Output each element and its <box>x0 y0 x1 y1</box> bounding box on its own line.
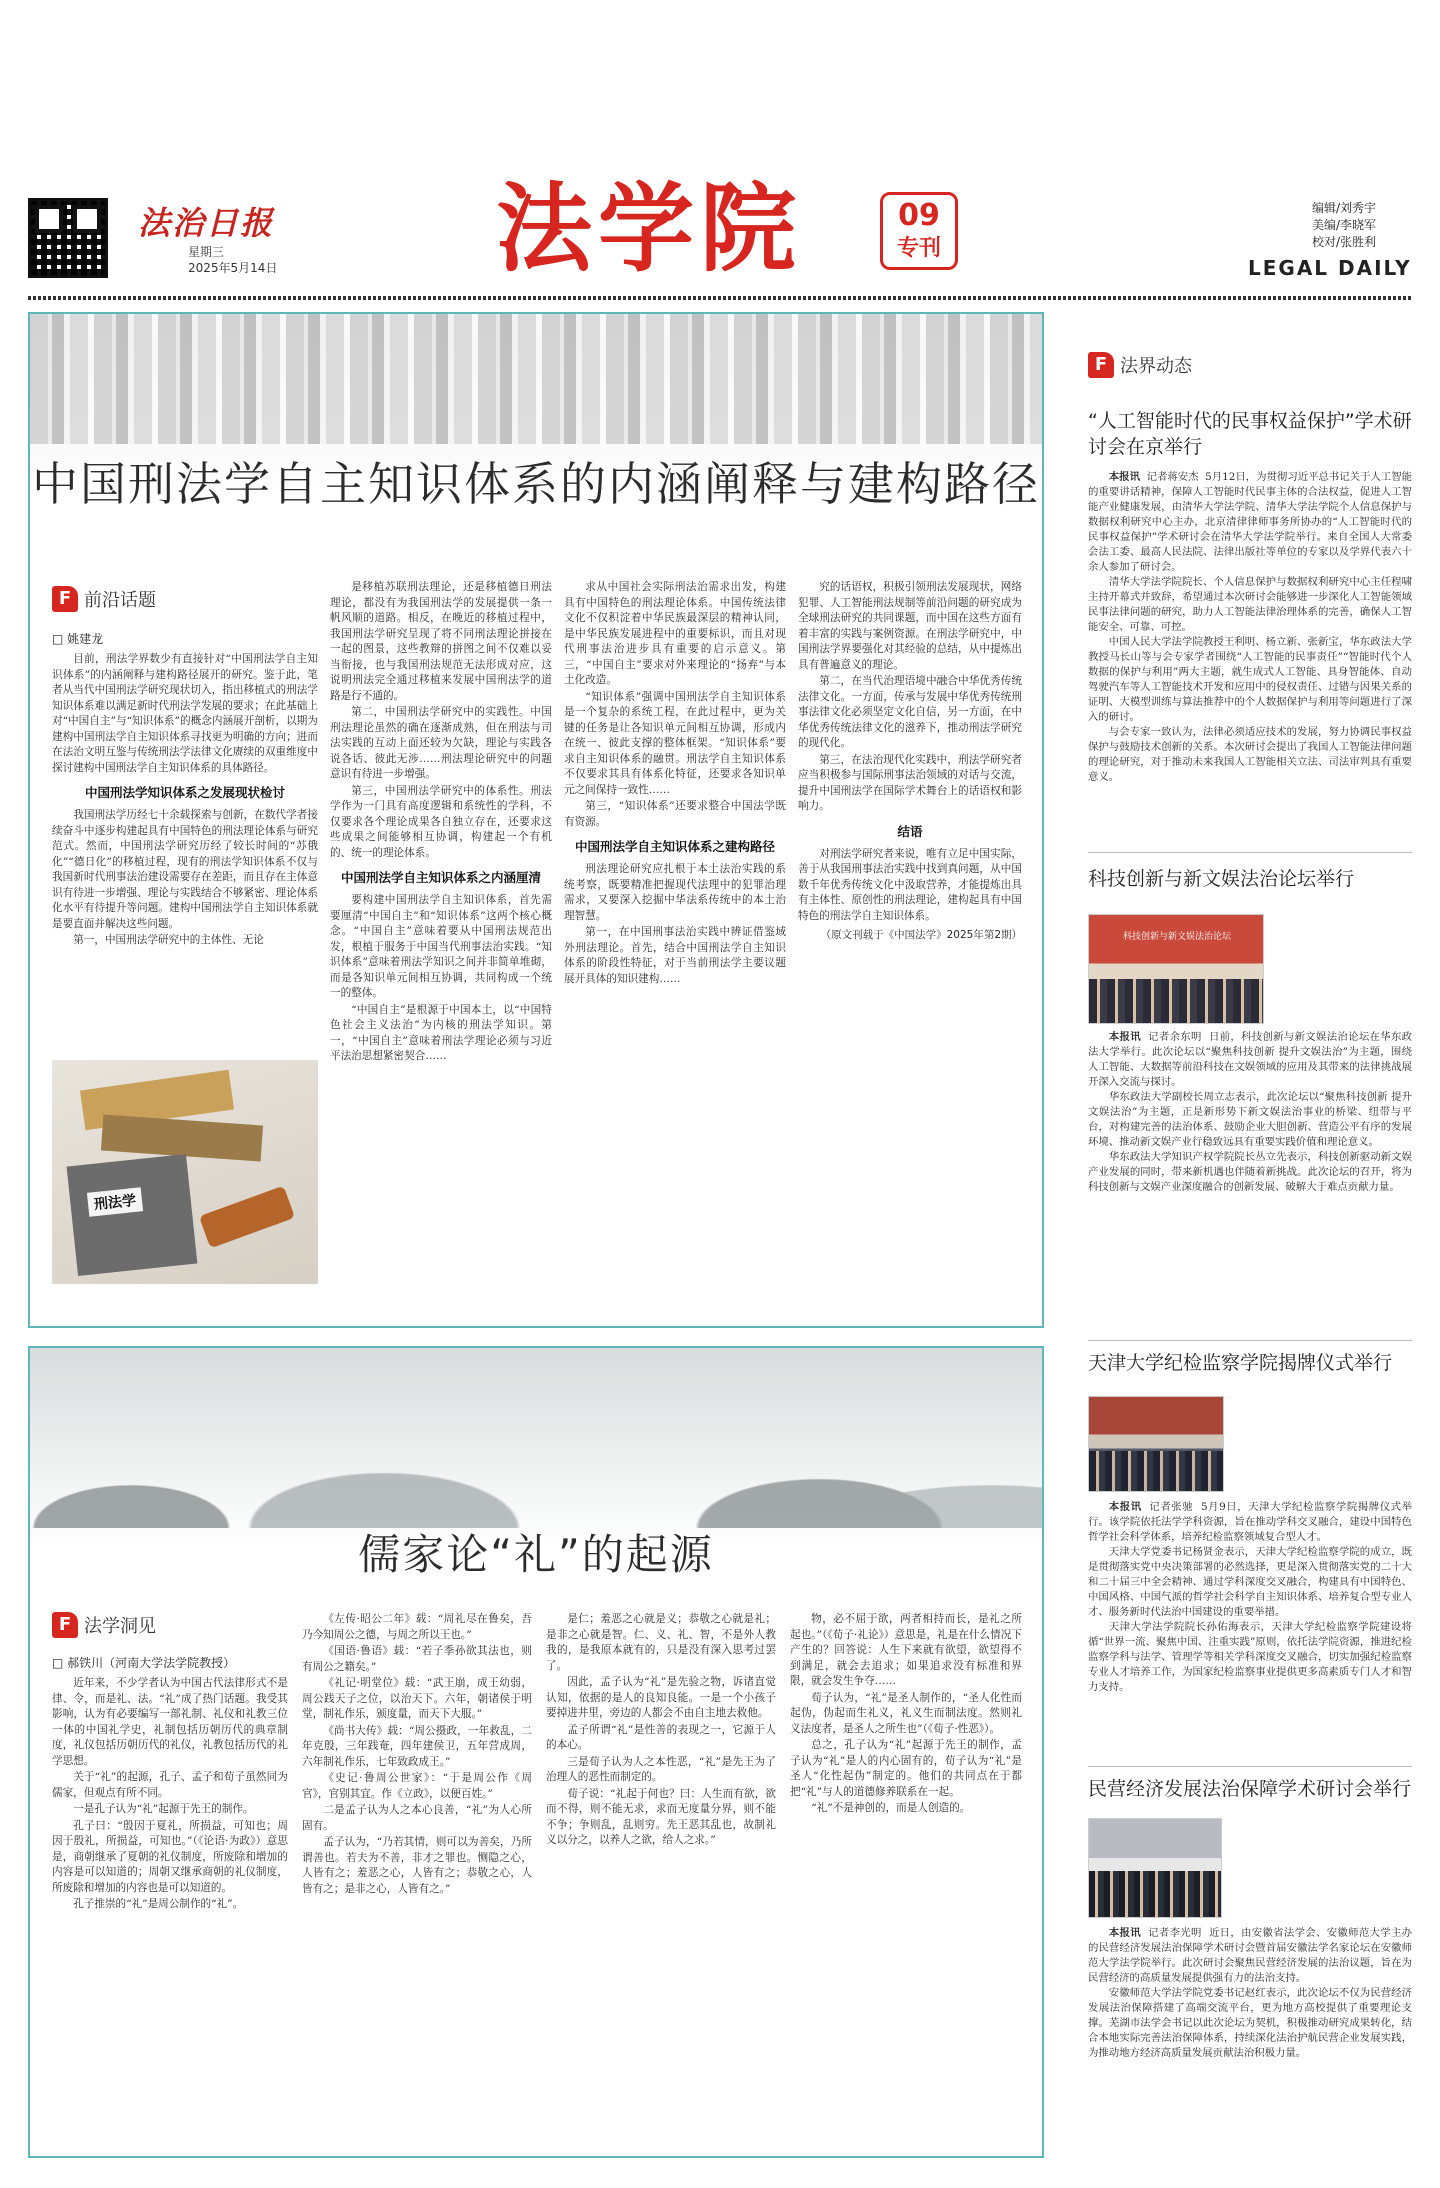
text-column-3 <box>564 580 786 1310</box>
paragraph-text: 5月12日，为贯彻习近平总书记关于人工智能的重要讲话精神，保障人工智能时代民事主体的合法权益，促进人工智能产业健康发展，由清华大学法学院、清华大学法学院个人信息保护与数据权利研究中心主办，北京清律律师事务所协办的“人工智能时代的民事权益保护”学术研讨会在清华大学法学院举行。来自全国人大常委会法工委、最高人民法院、法律出版社等单位的专家以及学界代表六十余人参加了研讨会。 <box>1088 471 1413 573</box>
sidebar-column-tag <box>1088 352 1192 378</box>
paragraph: 安徽师范大学法学院党委书记赵红表示，此次论坛不仅为民营经济发展法治保障搭建了高端交流平台，更为地方高校提供了重要理论支撑。芜湖市法学会书记以此次论坛为契机，积极推动研究成果转化，结合本地实际完善法治保障体系，持续深化法治护航民营企业发展实践，为推动地方经济高质量发展贡献法治积极力量。 <box>1088 1987 1412 2059</box>
text-column-1 <box>52 1676 288 2146</box>
books-illustration <box>30 314 1042 444</box>
reporter: 记者李光明 <box>1148 1927 1202 1939</box>
paragraph: 总之，孔子认为“礼”起源于先王的制作，孟子认为“礼”是人的内心固有的，荀子认为“礼”是圣人“化性起伪”制定的。他们的共同点在于都把“礼”与人的道德修养联系在一起。 <box>790 1739 1022 1798</box>
paragraph: 要构建中国刑法学自主知识体系，首先需要厘清“中国自主”和“知识体系”这两个核心概念。“中国自主”意味着要从中国刑法规范出发，根植于服务于中国当代刑事法治实践。“知识体系”意味着刑法学知识之间并非简单堆砌，而是各知识单元间相互协调，共同构成一个统一的整体。 <box>330 894 552 999</box>
editors-list <box>1312 200 1376 251</box>
paragraph <box>1088 1500 1412 1545</box>
people-shape <box>1089 1871 1221 1917</box>
news-headline[interactable]: “人工智能时代的民事权益保护”学术研讨会在京举行 <box>1088 410 1412 458</box>
paragraph: 目前，刑法学界数少有直接针对“中国刑法学自主知识体系”的内涵阐释与建构路径展开的研究。鉴于此，笔者从当代中国刑法学研究现状切入，指出移植式的刑法学知识体系难以满足新时代刑法学发展的要求；在此基础上对“中国自主”与“知识体系”的概念内涵展开剖析，以期为建构中国刑法学自主知识体系寻找更为明确的方向；进而在法治文明互鉴与传统刑法学法律文化赓续的双重维度中探讨建构中国刑法学自主知识体系的具体路径。 <box>52 653 318 774</box>
audience-shape <box>1089 979 1263 1023</box>
photo-banner-text: 科技创新与新文娱法治论坛 <box>1122 932 1231 942</box>
news3-body <box>1088 1500 1412 1760</box>
paragraph: 究的话语权，积极引领刑法发展现状，网络犯罪、人工智能刑法规制等前沿问题的研究成为全球刑法研究的共同课题，而中国在这些方面有着丰富的实践与案例资源。在刑法学研究中，中国刑法学界要强化对其经验的总结，从中提炼出具有普遍意义的理论。 <box>798 581 1022 671</box>
illustration-label: 刑法学 <box>87 1187 143 1217</box>
paragraph: “礼”不是神创的，而是人创造的。 <box>811 1802 971 1814</box>
seminar-photo <box>1088 1818 1222 1918</box>
paragraph: 对刑法学研究者来说，唯有立足中国实际，善于从我国刑事法治实践中找到真问题，从中国数千年优秀传统文化中汲取营养，才能提炼出具有主体性、原创性的刑法理论，建构起具有中国特色的刑法学自主知识体系。 <box>798 847 1022 922</box>
paragraph: 二是孟子认为人之本心良善，“礼”为人心所固有。 <box>302 1804 532 1832</box>
text-column-4 <box>798 580 1022 1310</box>
news1-body <box>1088 470 1413 783</box>
paragraph: 第一，中国刑法学研究中的主体性、无论 <box>73 934 264 946</box>
ceremony-photo <box>1088 1396 1224 1492</box>
text-column-2 <box>302 1612 532 2146</box>
paragraph: 清华大学法学院院长、个人信息保护与数据权利研究中心主任程啸主持开幕式并致辞，希望通过本次研讨会能够进一步深化人工智能领域民事法律问题的研究，助力人工智能法律治理体系的完善，确保人工智能安全、可靠、可控。 <box>1088 576 1412 633</box>
subheading: 中国刑法学自主知识体系之建构路径 <box>574 839 775 854</box>
paragraph: 《国语·鲁语》载：“若子季孙欲其法也，则有周公之籍矣。” <box>302 1645 532 1673</box>
paragraph-text: 日前，科技创新与新文娱法治论坛在华东政法大学举行。此次论坛以“聚焦科技创新 提升文娱法治”为主题，围绕人工智能、大数据等前沿科技在文娱领域的应用及其带来的法律挑战展开深入交流与探讨。 <box>1088 1031 1413 1088</box>
news-headline[interactable]: 科技创新与新文娱法治论坛举行 <box>1088 868 1355 890</box>
editor-line: 校对/张胜利 <box>1312 235 1377 249</box>
paragraph: 一是孔子认为“礼”起源于先王的制作。 <box>73 1803 254 1815</box>
issue-date <box>188 244 277 276</box>
paragraph: 孟子所谓“礼”是性善的表现之一，它源于人的本心。 <box>546 1723 776 1751</box>
paragraph: 孔子曰：“殷因于夏礼，所损益，可知也；周因于殷礼，所损益，可知也。”（《论语·为政》）意思是，商朝继承了夏朝的礼仪制度，所废除和增加的内容是可以知道的；周朝又继承商朝的礼仪制度，所废除和增加的内容也是可以知道的。 <box>52 1819 288 1894</box>
editor-line: 美编/李晓军 <box>1312 218 1377 232</box>
paragraph: 天津大学党委书记杨贤金表示，天津大学纪检监察学院的成立，既是贯彻落实党中央决策部署的必然选择，更是深入贯彻落实党的二十大和二十届三中全会精神、通过学科深度交叉融合，构建具有中国特色、中国风格、中国气派的哲学社会科学自主知识体系、培养复合型专业人才、服务新时代法治中国建设的重要举措。 <box>1088 1546 1412 1618</box>
paragraph <box>1088 470 1412 575</box>
paragraph: 与会专家一致认为，法律必须适应技术的发展，努力协调民事权益保护与鼓励技术创新的关系。本次研讨会提出了我国人工智能法律问题的理论研究，对于推动未来我国人工智能相关立法、司法审判具有重要意义。 <box>1088 726 1412 783</box>
column-f-icon: F <box>52 1612 78 1638</box>
paragraph: 第二，在当代治理语境中融合中华优秀传统法律文化。一方面，传承与发展中华优秀传统刑事法律文化必须坚定文化自信，另一方面，在中华优秀传统法律文化的滋养下，推动刑法学研究的现代化。 <box>798 675 1022 749</box>
paragraph: 三是荀子认为人之本性恶，“礼”是先王为了治理人的恶性而制定的。 <box>546 1755 776 1783</box>
paragraph: 华东政法大学副校长周立志表示，此次论坛以“聚焦科技创新 提升文娱法治”为主题，正是新形势下新文娱法治事业的桥梁、纽带与平台，对构建完善的法治体系、鼓励企业大胆创新、营造公平有序的发展环境、推动新文娱产业行稳致远具有重要实践价值和理论意义。 <box>1088 1091 1412 1148</box>
landscape-illustration <box>30 1408 1042 1528</box>
editor-line: 编辑/刘秀宇 <box>1312 201 1377 215</box>
article-confucian-li <box>28 1346 1044 2158</box>
text-column-4 <box>790 1612 1022 2146</box>
subheading: 中国刑法学知识体系之发展现状检讨 <box>84 785 285 800</box>
paragraph: 天津大学法学院院长孙佑海表示，天津大学纪检监察学院建设将循“世界一流、聚焦中国、注重实践”原则，依托法学院资源，推进纪检监察学科与法学、管理学等相关学科深度交叉融合，切实加强纪检监察专业人才培养工作，为国家纪检监察事业提供更多高素质专门人才和智力支持。 <box>1088 1621 1412 1693</box>
paragraph: 第三，中国刑法学研究中的体系性。刑法学作为一门具有高度逻辑和系统性的学科，不仅要求各个理论成果各自独立存在，还要求这些成果之间能够相互协调，构建起一个有机的、统一的理论体系。 <box>330 784 552 859</box>
byline: 本报讯 <box>1108 1927 1141 1939</box>
news4-title[interactable] <box>1088 1776 1412 1802</box>
byline: 本报讯 <box>1108 1501 1142 1513</box>
author-byline: □ 姚建龙 <box>52 632 104 646</box>
paragraph: 荀子说：“礼起于何也？曰：人生而有欲，欲而不得，则不能无求，求而无度量分界，则不能不争；争则乱，乱则穷。先王恶其乱也，故制礼义以分之，以养人之欲，给人之求。” <box>546 1787 776 1846</box>
paragraph: 是仁；羞恶之心就是义；恭敬之心就是礼；是非之心就是智。仁、义、礼、智，不是外人教我的，是我原本就有的，只是没有深入思考过罢了。 <box>546 1613 776 1672</box>
subheading: 结语 <box>897 823 923 839</box>
paragraph: 华东政法大学知识产权学院院长丛立先表示，科技创新驱动新文娱产业发展的同时，带来新机遇也伴随着新挑战。此次论坛的召开，将为科技创新与文娱产业深度融合的创新发展、破解大于难点贡献力量。 <box>1088 1151 1412 1193</box>
masthead <box>28 170 1412 290</box>
text-column-2 <box>330 580 552 1310</box>
news-headline[interactable]: 民营经济发展法治保障学术研讨会举行 <box>1088 1778 1412 1800</box>
news1-title[interactable] <box>1088 408 1412 460</box>
source-note: （原文刊载于《中国法学》2025年第2期） <box>820 929 1022 941</box>
column-name: 前沿话题 <box>84 590 156 611</box>
paragraph: 刑法理论研究应扎根于本土法治实践的系统考察，既要精准把握现代法理中的犯罪治理需求，又要深入挖掘中华法系传统中的本土治理智慧。 <box>564 863 786 922</box>
paragraph: 是移植苏联刑法理论，还是移植德日刑法理论，都没有为我国刑法学的发展提供一条一帆风顺的道路。相反，在晚近的移植过程中，我国刑法学研究呈现了将不同刑法理论拼接在一起的图景，这些教辩的拼图之间不仅难以妥当衔接，也与我国刑法规范无法形成对应，这说明刑法完全通过移植来发展中国刑法学的道路是行不通的。 <box>330 581 552 702</box>
paragraph: 我国刑法学历经七十余载探索与创新，在数代学者接续奋斗中逐步构建起具有中国特色的刑法理论体系与研究范式。然而，中国刑法学研究历经了较长时间的“苏俄化”“德日化”的移植过程，现有的刑法学知识体系不仅与我国新时代刑事法治建设需要存在差距，而且存在主体意识有待进一步增强、理论与实践结合不够紧密、理论体系化水平有待提升等问题。建构中国刑法学自主知识体系就是要直面并解决这些问题。 <box>52 809 318 930</box>
english-masthead: LEGAL DAILY <box>1248 256 1412 280</box>
weekday: 星期三 <box>188 245 225 259</box>
date: 2025年5月14日 <box>188 261 278 275</box>
text-column-1 <box>52 652 318 1056</box>
author-byline: □ 郝铁川（河南大学法学院教授） <box>52 1656 236 1670</box>
article-headline: 儒家论“礼”的起源 <box>358 1530 714 1579</box>
column-name: 法界动态 <box>1120 356 1192 377</box>
criminal-law-illustration <box>52 1060 318 1284</box>
divider <box>1088 1766 1412 1767</box>
paragraph: 《史记·鲁周公世家》：“于是周公作《周官》，官别其宜。作《立政》，以便百姓。” <box>302 1772 532 1800</box>
paragraph: 孟子认为，“乃若其情，则可以为善矣，乃所谓善也。若夫为不善，非才之罪也。恻隐之心，人皆有之；羞恶之心，人皆有之；恭敬之心，人皆有之；是非之心，人皆有之。” <box>302 1836 532 1895</box>
divider <box>1088 1340 1412 1341</box>
article-headline: 中国刑法学自主知识体系的内涵阐释与建构路径 <box>32 457 1040 511</box>
reporter: 记者余东明 <box>1148 1031 1202 1043</box>
book-shape <box>67 1154 198 1276</box>
paragraph: 物，必不屈于欲，两者相持而长，是礼之所起也。”（《荀子·礼论》）意思是，礼是在什么情况下产生的？回答说：人生下来就有欲望，欲望得不到满足，就会去追求；如果追求没有标准和界限，就会发生争夺…… <box>790 1613 1022 1687</box>
paragraph: 中国人民大学法学院教授王利明、杨立新、张新宝，华东政法大学教授马长山等与会专家学者围绕“人工智能的民事责任”“智能时代个人数据的保护与利用”两大主题，就生成式人工智能、具身智能体、自动驾驶汽车等人工智能技术开发和应用中的侵权责任、过错与因果关系的证明、大模型训练与算法推荐中的个人数据保护与利用等问题进行了深入的研讨。 <box>1088 636 1412 723</box>
page-tag <box>880 192 958 270</box>
paragraph: 第三，在法治现代化实践中，刑法学研究者应当积极参与国际刑事法治领域的对话与交流，提升中国刑法学在国际学术舞台上的话语权和影响力。 <box>798 753 1022 812</box>
column-tag <box>52 586 156 612</box>
byline: 本报讯 <box>1108 1031 1141 1043</box>
paragraph <box>1088 1926 1412 1986</box>
paragraph <box>1088 1030 1412 1090</box>
paragraph: 关于“礼”的起源，孔子、孟子和荀子虽然同为儒家，但观点有所不同。 <box>52 1771 288 1799</box>
page-label: 专刊 <box>896 236 941 261</box>
paragraph: “知识体系”强调中国刑法学自主知识体系是一个复杂的系统工程，在此过程中，更为关键的任务是让各知识单元间相互协调，形成内在统一、彼此支撑的整体框架。“知识体系”要求自主知识体系的融贯。刑法学自主知识体系不仅要求其具有体系化特征，还要求各知识单元之间保持一致性…… <box>564 690 786 796</box>
paragraph: 因此，孟子认为“礼”是先验之物，诉诸直觉认知，依据的是人的良知良能。一是一个小孩子要掉进井里，旁边的人都会不由自主地去救他。 <box>546 1676 776 1719</box>
masthead-divider <box>28 296 1412 300</box>
paragraph-text: 近日，由安徽省法学会、安徽师范大学主办的民营经济发展法治保障学术研讨会暨首届安徽法学名家论坛在安徽师范大学法学院举行。此次研讨会聚焦民营经济发展的法治议题，旨在为民营经济的高质量发展提供强有力的法治支持。 <box>1088 1927 1413 1984</box>
paragraph-text: 5月9日，天津大学纪检监察学院揭牌仪式举行。该学院依托法学学科资源，旨在推动学科交叉融合，建设中国特色哲学社会科学体系，培养纪检监察领域复合型人才。 <box>1088 1501 1413 1543</box>
column-f-icon: F <box>52 586 78 612</box>
qr-code[interactable] <box>28 198 108 278</box>
paragraph: 第三，“知识体系”还要求整合中国法学既有资源。 <box>564 800 786 828</box>
paragraph: 《尚书大传》载：“周公摄政，一年救乱，二年克殷，三年践奄，四年建侯卫，五年营成周，六年制礼作乐，七年致政成王。” <box>302 1724 532 1768</box>
people-shape <box>1089 1451 1223 1491</box>
article-criminal-law <box>28 312 1044 1328</box>
paragraph: 孔子推崇的“礼”是周公制作的“礼”。 <box>73 1898 244 1910</box>
page-number: 09 <box>898 198 940 233</box>
paragraph: 第一，在中国刑事法治实践中辨证借鉴域外刑法理论。首先，结合中国刑法学自主知识体系的阶段性特征，对于当前刑法学主要议题展开具体的知识建构…… <box>564 926 786 985</box>
text-column-3 <box>546 1612 776 2146</box>
divider <box>1088 852 1412 853</box>
column-f-icon: F <box>1088 352 1114 378</box>
column-tag <box>52 1612 156 1638</box>
reporter: 记者张驰 <box>1149 1501 1194 1513</box>
news3-title[interactable] <box>1088 1350 1412 1376</box>
paragraph: 第二，中国刑法学研究中的实践性。中国刑法理论虽然的确在逐渐成熟，但在刑法与司法实践的互动上面还较为欠缺，理论与实践各说各话、彼此无涉……刑法理论研究中的问题意识有待进一步增强。 <box>330 706 552 780</box>
column-name: 法学洞见 <box>84 1616 156 1637</box>
paragraph: 《礼记·明堂位》载：“武王崩，成王幼弱，周公践天子之位，以治天下。六年，朝诸侯于明堂，制礼作乐，颁度量，而天下大服。” <box>302 1677 532 1720</box>
news-headline[interactable]: 天津大学纪检监察学院揭牌仪式举行 <box>1088 1352 1393 1374</box>
reporter: 记者蒋安杰 <box>1146 471 1199 483</box>
news2-title[interactable] <box>1088 866 1412 892</box>
news4-body <box>1088 1926 1412 2158</box>
paper-name: 法治日报 <box>138 204 275 242</box>
paragraph: 近年来，不少学者认为中国古代法律形式不是律、令，而是礼、法。“礼”成了热门话题。我受其影响，认为有必要编写一部礼制、礼仪和礼教三位一体的中国礼学史，礼制包括历朝历代的典章制度，礼仪包括历朝历代的礼仪，礼教包括历代的礼学思想。 <box>52 1677 288 1767</box>
news2-body <box>1088 1030 1412 1330</box>
paragraph: “中国自主”是根源于中国本土，以“中国特色社会主义法治”为内核的刑法学知识。第一，“中国自主”意味着刑法学理论必须与习近平法治思想紧密契合…… <box>330 1003 552 1062</box>
banner-image <box>30 1348 1042 1548</box>
section-title: 法学院 <box>496 173 802 285</box>
subheading: 中国刑法学自主知识体系之内涵厘清 <box>340 870 541 885</box>
paragraph: 《左传·昭公二年》载：“周礼尽在鲁矣，吾乃今知周公之德，与周之所以王也。” <box>302 1613 532 1641</box>
forum-photo <box>1088 914 1264 1024</box>
paragraph: 求从中国社会实际刑法治需求出发，构建具有中国特色的刑法理论体系。中国传统法律文化不仅积淀着中华民族最深层的精神认同，是中华民族发展进程中的重要标识，而且对现代刑事法治进步具有重要的启示意义。第三，“中国自主”要求对外来理论的“扬弃”与本土化改造。 <box>564 581 786 686</box>
byline: 本报讯 <box>1108 471 1140 483</box>
paragraph: 荀子认为，“礼”是圣人制作的，“圣人化性而起伪，伪起而生礼义，礼义生而制法度。然则礼义法度者，是圣人之所生也”（《荀子·性恶》）。 <box>790 1691 1022 1735</box>
gavel-icon <box>199 1186 295 1249</box>
